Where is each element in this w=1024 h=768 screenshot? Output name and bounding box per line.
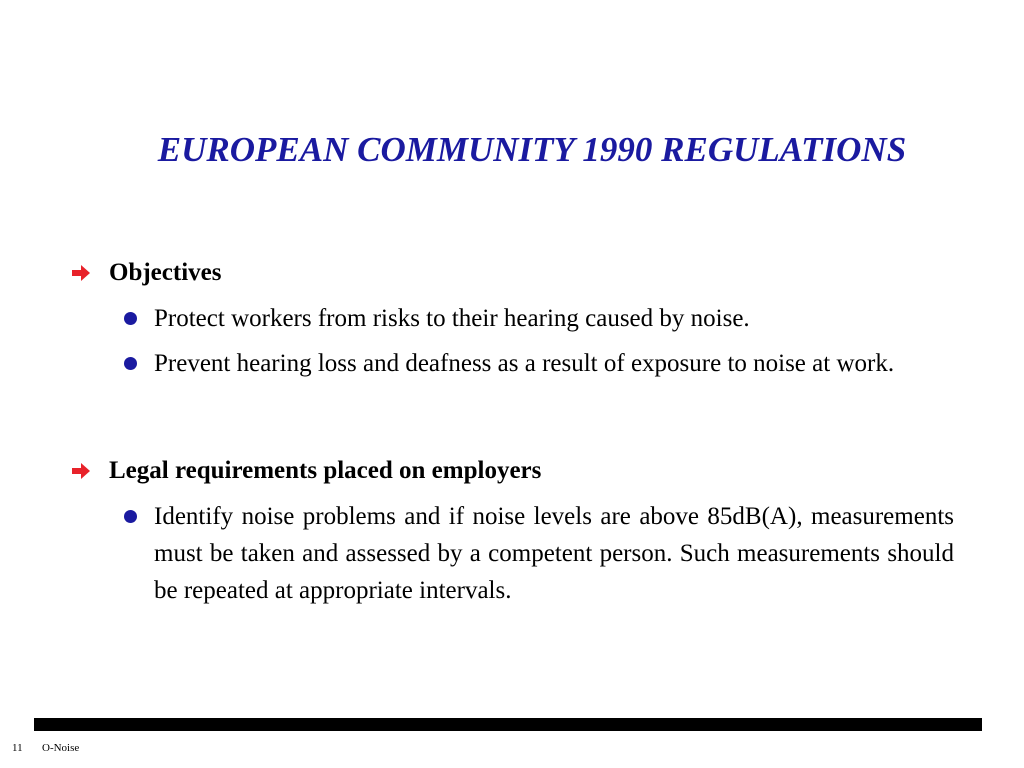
bullet-dot-icon bbox=[124, 312, 137, 325]
section-heading: Legal requirements placed on employers bbox=[109, 457, 542, 484]
list-item bbox=[72, 345, 954, 382]
section-objectives bbox=[72, 256, 954, 382]
footer bbox=[12, 742, 79, 754]
slide-title: EUROPEAN COMMUNITY 1990 REGULATIONS bbox=[157, 130, 907, 169]
footer-rule bbox=[34, 718, 982, 731]
list-item bbox=[72, 498, 954, 609]
section-heading: Objectives bbox=[109, 259, 222, 286]
section-heading-row bbox=[72, 256, 954, 290]
list-item bbox=[72, 300, 954, 337]
bullet-dot-icon bbox=[124, 510, 137, 523]
footer-label: O-Noise bbox=[42, 742, 80, 754]
bullet-dot-icon bbox=[124, 357, 137, 370]
arrow-right-icon bbox=[72, 265, 90, 281]
section-legal-requirements bbox=[72, 454, 954, 609]
bullet-text: Protect workers from risks to their hearing caused by noise. bbox=[154, 305, 750, 332]
section-heading-row bbox=[72, 454, 954, 488]
page-number: 11 bbox=[12, 742, 23, 754]
bullet-text: Prevent hearing loss and deafness as a result of exposure to noise at work. bbox=[154, 350, 895, 377]
bullet-text: Identify noise problems and if noise levels are above 85dB(A), measurements must be taken and assessed by a competent person. Such measurements should be repeated at appropriate intervals. bbox=[154, 503, 954, 604]
arrow-right-icon bbox=[72, 463, 90, 479]
